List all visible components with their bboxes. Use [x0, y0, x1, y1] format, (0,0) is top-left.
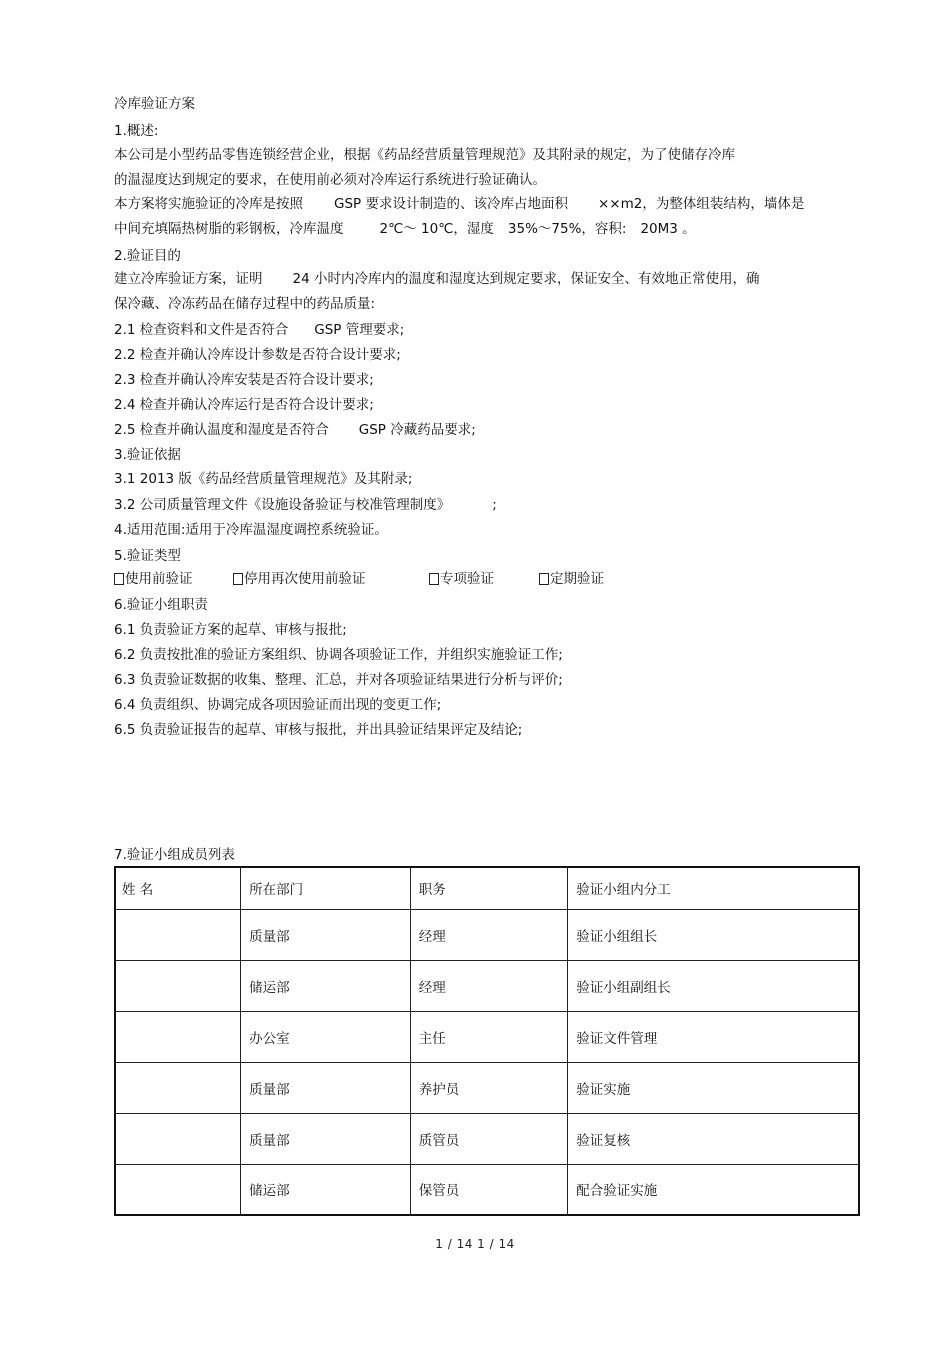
table-cell: 质量部 [241, 1113, 411, 1164]
checkbox-icon[interactable] [429, 573, 439, 585]
verification-type-options [0, 570, 950, 588]
option-label: 使用前验证 [125, 571, 193, 587]
checkbox-icon[interactable] [114, 573, 124, 585]
text-span: 2.1 检查资料和文件是否符合 [114, 322, 289, 338]
text-span: 35%～75%，容积: [507, 221, 627, 237]
text-span: GSP 管理要求; [314, 322, 405, 338]
section-3-heading: 3.验证依据 [114, 447, 181, 463]
section-4: 4.适用范围:适用于冷库温湿度调控系统验证。 [114, 522, 388, 538]
table-cell-name[interactable] [115, 1113, 241, 1164]
option-special[interactable] [429, 570, 494, 588]
item-3-1: 3.1 2013 版《药品经营质量管理规范》及其附录; [114, 471, 413, 487]
table-cell: 验证文件管理 [568, 1011, 859, 1062]
checkbox-icon[interactable] [539, 573, 549, 585]
table-row [115, 1062, 859, 1113]
table-cell: 经理 [410, 909, 568, 960]
item-2-4: 2.4 检查并确认冷库运行是否符合设计要求; [114, 397, 374, 413]
text-span: 20M3 。 [640, 221, 696, 237]
doc-title: 冷库验证方案 [114, 96, 195, 112]
table-header-cell: 所在部门 [241, 867, 411, 909]
table-cell-name[interactable] [115, 960, 241, 1011]
item-2-5 [114, 421, 476, 439]
table-row [115, 1164, 859, 1215]
section-1-heading: 1.概述: [114, 123, 159, 139]
text-span: 24 小时内冷库内的温度和湿度达到规定要求，保证安全、有效地正常使用，确 [292, 271, 760, 287]
item-6-2: 6.2 负责按批准的验证方案组织、协调各项验证工作，并组织实施验证工作; [114, 647, 563, 663]
item-2-1 [114, 321, 404, 339]
table-cell: 保管员 [410, 1164, 568, 1215]
text-span: 建立冷库验证方案，证明 [114, 271, 263, 287]
table-cell: 配合验证实施 [568, 1164, 859, 1215]
item-6-3: 6.3 负责验证数据的收集、整理、汇总，并对各项验证结果进行分析与评价; [114, 672, 563, 688]
table-cell-name[interactable] [115, 1011, 241, 1062]
section-1-paragraph-2-line-2 [114, 220, 696, 238]
table-row [115, 1113, 859, 1164]
section-2-paragraph-line-1 [114, 270, 759, 288]
text-span: GSP 冷藏药品要求; [358, 422, 476, 438]
table-cell: 验证实施 [568, 1062, 859, 1113]
item-6-5: 6.5 负责验证报告的起草、审核与报批，并出具验证结果评定及结论; [114, 722, 523, 738]
table-cell: 质量部 [241, 1062, 411, 1113]
page-number: 1 / 14 1 / 14 [435, 1237, 515, 1251]
table-cell-name[interactable] [115, 909, 241, 960]
text-span: 3.2 公司质量管理文件《设施设备验证与校准管理制度》 [114, 497, 451, 513]
table-cell-name[interactable] [115, 1062, 241, 1113]
text-span: GSP 要求设计制造的、该冷库占地面积 [334, 196, 568, 212]
table-cell: 质量部 [241, 909, 411, 960]
option-label: 专项验证 [440, 571, 494, 587]
section-2-paragraph-line-2: 保冷藏、冷冻药品在储存过程中的药品质量: [114, 296, 376, 312]
table-header-cell: 职务 [410, 867, 568, 909]
item-3-2 [114, 496, 497, 514]
section-1-paragraph-line: 本公司是小型药品零售连锁经营企业，根据《药品经营质量管理规范》及其附录的规定，为了使储存冷库 [114, 147, 735, 163]
section-5-heading: 5.验证类型 [114, 548, 181, 564]
option-periodic[interactable] [539, 570, 604, 588]
item-2-3: 2.3 检查并确认冷库安装是否符合设计要求; [114, 372, 374, 388]
text-span: ××m2，为整体组装结构，墙体是 [597, 196, 805, 212]
table-cell: 经理 [410, 960, 568, 1011]
item-6-1: 6.1 负责验证方案的起草、审核与报批; [114, 622, 347, 638]
option-reuse[interactable] [233, 570, 366, 588]
table-row [115, 1011, 859, 1062]
table-cell: 主任 [410, 1011, 568, 1062]
members-table [114, 866, 860, 1216]
text-span: ; [492, 497, 497, 513]
option-label: 停用再次使用前验证 [244, 571, 366, 587]
table-header-cell: 姓 名 [115, 867, 241, 909]
table-cell: 储运部 [241, 1164, 411, 1215]
table-cell: 验证复核 [568, 1113, 859, 1164]
option-pre-use[interactable] [114, 570, 193, 588]
section-6-heading: 6.验证小组职责 [114, 597, 208, 613]
section-1-paragraph-2-line-1 [114, 195, 804, 213]
section-7-heading: 7.验证小组成员列表 [114, 847, 235, 863]
text-span: 中间充填隔热树脂的彩钢板，冷库温度 [114, 221, 344, 237]
table-cell: 质管员 [410, 1113, 568, 1164]
table-cell: 储运部 [241, 960, 411, 1011]
table-row [115, 909, 859, 960]
text-span: 2.5 检查并确认温度和湿度是否符合 [114, 422, 329, 438]
text-span: 本方案将实施验证的冷库是按照 [114, 196, 303, 212]
section-2-heading: 2.验证目的 [114, 248, 181, 264]
table-cell: 验证小组组长 [568, 909, 859, 960]
text-span: 2℃～ 10℃，湿度 [379, 221, 494, 237]
item-2-2: 2.2 检查并确认冷库设计参数是否符合设计要求; [114, 347, 401, 363]
option-label: 定期验证 [550, 571, 604, 587]
table-cell-name[interactable] [115, 1164, 241, 1215]
table-cell: 验证小组副组长 [568, 960, 859, 1011]
table-header-cell: 验证小组内分工 [568, 867, 859, 909]
section-1-paragraph-line: 的温湿度达到规定的要求，在使用前必须对冷库运行系统进行验证确认。 [114, 172, 546, 188]
checkbox-icon[interactable] [233, 573, 243, 585]
table-header-row [115, 867, 859, 909]
table-cell: 养护员 [410, 1062, 568, 1113]
table-row [115, 960, 859, 1011]
table-cell: 办公室 [241, 1011, 411, 1062]
item-6-4: 6.4 负责组织、协调完成各项因验证而出现的变更工作; [114, 697, 442, 713]
